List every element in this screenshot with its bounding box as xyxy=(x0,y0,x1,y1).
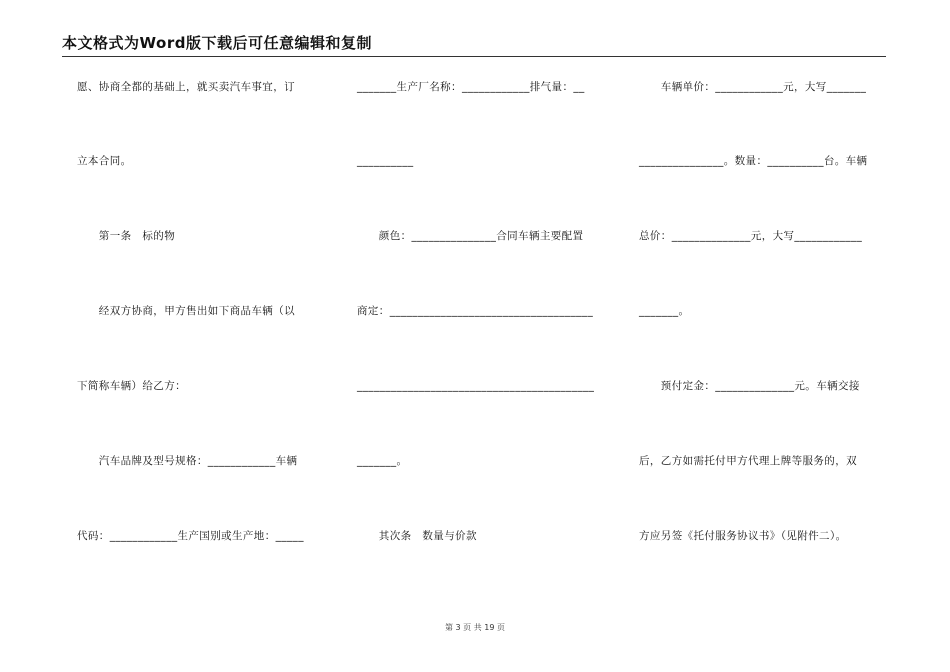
text-line: 第一条 标的物 xyxy=(77,230,176,242)
text-line: 代码：____________生产国别或生产地：_____ xyxy=(77,530,304,542)
text-line: 汽车品牌及型号规格：____________车辆 xyxy=(77,455,298,467)
text-line: 愿、协商全都的基础上，就买卖汽车事宜，订 xyxy=(77,81,295,93)
text-line: _______生产厂名称：____________排气量：__ xyxy=(357,81,585,93)
text-line: _______________。数量：__________台。车辆 xyxy=(639,155,868,167)
text-line: 商定：____________________________________ xyxy=(357,305,594,317)
text-line: 下简称车辆）给乙方： xyxy=(77,380,186,392)
header-title: 本文格式为Word版下载后可任意编辑和复制 xyxy=(62,34,372,52)
text-line: 后，乙方如需托付甲方代理上牌等服务的，双 xyxy=(639,455,857,467)
text-line: 预付定金：______________元。车辆交接 xyxy=(639,380,860,392)
text-line: 总价：______________元，大写____________ xyxy=(639,230,863,242)
page-header xyxy=(62,32,886,57)
text-line: 车辆单价：____________元，大写_______ xyxy=(639,81,867,93)
text-line: 颜色：_______________合同车辆主要配置 xyxy=(357,230,584,242)
text-line: _______。 xyxy=(639,305,690,317)
text-line: 立本合同。 xyxy=(77,155,132,167)
text-line: __________ xyxy=(357,155,414,167)
text-line: 方应另签《托付服务协议书》（见附件二）。 xyxy=(639,530,847,542)
text-line: 经双方协商，甲方售出如下商品车辆（以 xyxy=(77,305,295,317)
text-line: 其次条 数量与价款 xyxy=(357,530,477,542)
page-footer xyxy=(0,622,950,633)
text-line: _______。 xyxy=(357,455,408,467)
page-number: 第 3 页 共 19 页 xyxy=(445,623,505,632)
text-line: __________________________________________ xyxy=(357,380,595,392)
